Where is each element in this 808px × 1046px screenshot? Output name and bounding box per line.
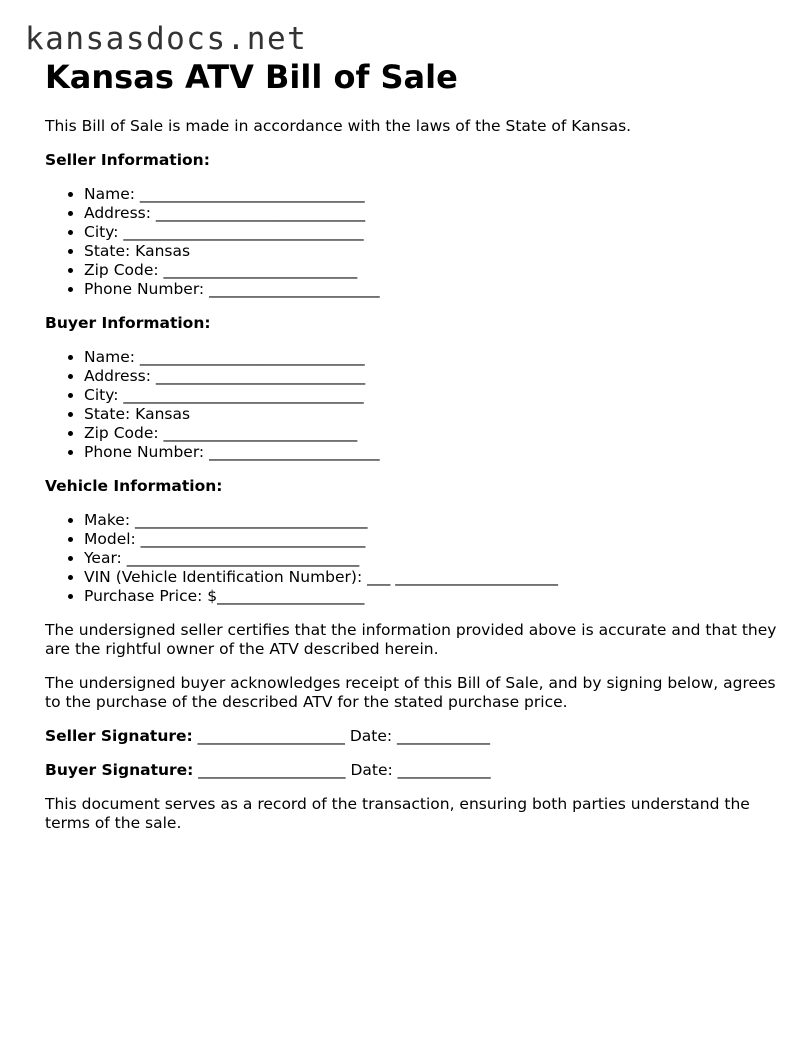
vehicle-year-field: • Year: ______________________________ xyxy=(84,549,785,568)
watermark: kansasdocs.net xyxy=(25,21,308,57)
seller-phone-field: • Phone Number: ______________________ xyxy=(84,280,785,299)
buyer-acknowledgement: The undersigned buyer acknowledges receipt of this Bill of Sale, and by signing below, agrees to the purchase of the described ATV for the stated purchase price. xyxy=(45,674,776,711)
seller-city-field: • City: _______________________________ xyxy=(84,223,785,242)
vehicle-heading: Vehicle Information: xyxy=(45,477,223,495)
buyer-phone-field: • Phone Number: ______________________ xyxy=(84,443,785,462)
seller-signature-line xyxy=(45,727,785,746)
vehicle-list xyxy=(45,511,785,606)
seller-signature-blanks: ___________________ Date: ____________ xyxy=(192,727,491,745)
seller-zip-field: • Zip Code: _________________________ xyxy=(84,261,785,280)
closing-text: This document serves as a record of the transaction, ensuring both parties understand the terms of the sale. xyxy=(45,795,750,832)
seller-state-field: • State: Kansas xyxy=(84,242,785,261)
buyer-signature-line xyxy=(45,761,785,780)
buyer-signature-blanks: ___________________ Date: ____________ xyxy=(193,761,491,779)
buyer-zip-field: • Zip Code: _________________________ xyxy=(84,424,785,443)
buyer-city-field: • City: _______________________________ xyxy=(84,386,785,405)
buyer-signature-label: Buyer Signature: xyxy=(45,761,194,779)
buyer-heading: Buyer Information: xyxy=(45,314,211,332)
seller-certification: The undersigned seller certifies that the information provided above is accurate and that they are the rightful owner of the ATV described herein. xyxy=(45,621,777,658)
seller-address-field: • Address: ___________________________ xyxy=(84,204,785,223)
vehicle-make-field: • Make: ______________________________ xyxy=(84,511,785,530)
page-title: Kansas ATV Bill of Sale xyxy=(45,58,458,96)
buyer-name-field: • Name: _____________________________ xyxy=(84,348,785,367)
buyer-state-field: • State: Kansas xyxy=(84,405,785,424)
intro-text: This Bill of Sale is made in accordance with the laws of the State of Kansas. xyxy=(45,117,632,135)
seller-heading: Seller Information: xyxy=(45,151,210,169)
buyer-list xyxy=(45,348,785,462)
document-body xyxy=(45,58,785,833)
seller-name-field: • Name: _____________________________ xyxy=(84,185,785,204)
buyer-address-field: • Address: ___________________________ xyxy=(84,367,785,386)
vehicle-model-field: • Model: _____________________________ xyxy=(84,530,785,549)
vehicle-price-field: • Purchase Price: $___________________ xyxy=(84,587,785,606)
seller-signature-label: Seller Signature: xyxy=(45,727,193,745)
seller-list xyxy=(45,185,785,299)
vehicle-vin-field: • VIN (Vehicle Identification Number): ___ _____________________ xyxy=(84,568,785,587)
